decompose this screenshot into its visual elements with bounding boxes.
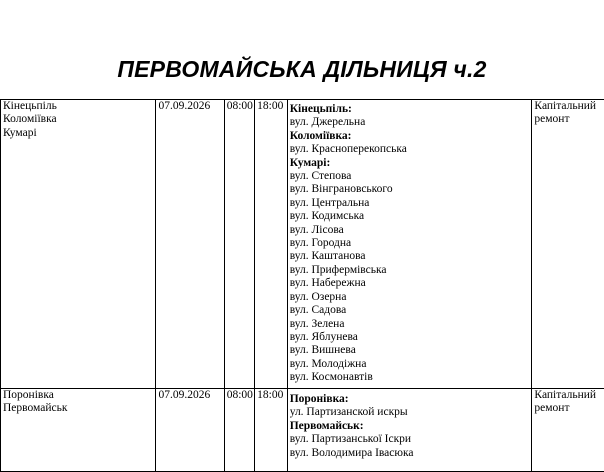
village-heading: Кінецьпіль: [290, 103, 530, 116]
street-item: вул. Космонавтів [290, 371, 530, 384]
page-title: ПЕРВОМАЙСЬКА ДІЛЬНИЦЯ ч.2 [0, 56, 604, 83]
settlement-name: Первомайськ [3, 402, 153, 415]
street-item: вул. Володимира Івасюка [290, 447, 530, 460]
start-time-cell: 08:00 [224, 100, 254, 389]
street-item: вул. Озерна [290, 291, 530, 304]
street-item: вул. Вінграновського [290, 183, 530, 196]
street-item: вул. Молодіжна [290, 358, 530, 371]
street-item: вул. Степова [290, 170, 530, 183]
table-row [1, 389, 604, 472]
street-item: ул. Партизанской искры [290, 406, 530, 419]
village-heading: Коломіївка: [290, 130, 530, 143]
street-item: вул. Кодимська [290, 210, 530, 223]
street-item: вул. Каштанова [290, 250, 530, 263]
work-type-cell [532, 100, 604, 389]
street-item: вул. Лісова [290, 224, 530, 237]
street-item: вул. Красноперекопська [290, 143, 530, 156]
street-item: вул. Джерельна [290, 116, 530, 129]
start-time-cell: 08:00 [224, 389, 254, 472]
outage-schedule-table [0, 99, 604, 472]
work-type-line: ремонт [534, 402, 603, 415]
street-item: вул. Прифермівська [290, 264, 530, 277]
settlement-name: Коломіївка [3, 113, 153, 126]
street-item: вул. Партизанської Іскри [290, 433, 530, 446]
street-item: вул. Городна [290, 237, 530, 250]
work-type-line: ремонт [534, 113, 603, 126]
settlement-name: Кумарі [3, 127, 153, 140]
date-cell: 07.09.2026 [156, 100, 224, 389]
street-item: вул. Яблунева [290, 331, 530, 344]
settlement-name: Кінецьпіль [3, 100, 153, 113]
streets-cell [287, 100, 532, 389]
settlement-name: Поронівка [3, 389, 153, 402]
date-cell: 07.09.2026 [156, 389, 224, 472]
street-item: вул. Садова [290, 304, 530, 317]
end-time-cell: 18:00 [255, 100, 288, 389]
work-type-line: Капітальний [534, 100, 603, 113]
end-time-cell: 18:00 [255, 389, 288, 472]
table-row [1, 100, 604, 389]
street-item: вул. Набережна [290, 277, 530, 290]
village-heading: Первомайськ: [290, 420, 530, 433]
street-item: вул. Зелена [290, 318, 530, 331]
settlements-cell [1, 100, 156, 389]
village-heading: Кумарі: [290, 157, 530, 170]
street-item: вул. Центральна [290, 197, 530, 210]
street-item: вул. Вишнева [290, 344, 530, 357]
settlements-cell [1, 389, 156, 472]
streets-cell [287, 389, 532, 472]
work-type-line: Капітальний [534, 389, 603, 402]
work-type-cell [532, 389, 604, 472]
village-heading: Поронівка: [290, 393, 530, 406]
